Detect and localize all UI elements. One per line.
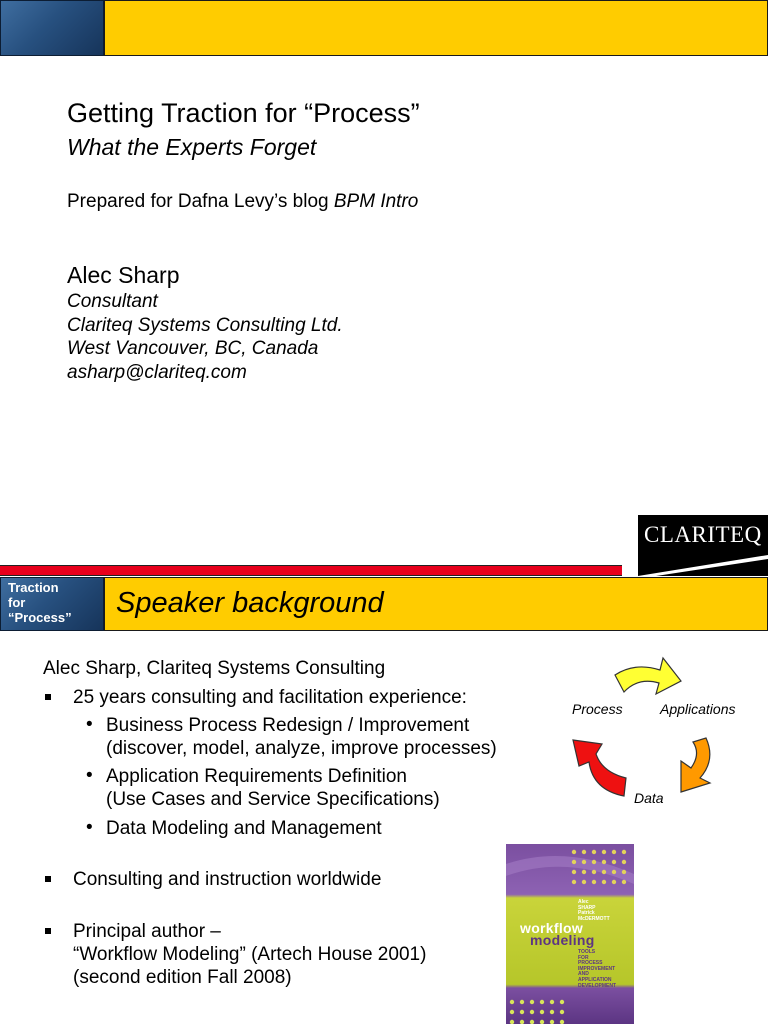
bullet-experience: 25 years consulting and facilitation experience: <box>73 687 467 708</box>
book-subtitle-line: TOOLS <box>578 949 596 955</box>
sub-bullet-bpr <box>106 714 497 760</box>
tab-line-1: Traction <box>8 580 59 595</box>
prepared-prefix: Prepared for Dafna Levy’s blog <box>67 191 334 212</box>
bullet-square <box>45 694 51 700</box>
sub-bullet-dot: • <box>86 765 93 786</box>
yellow-arrow-icon <box>615 658 681 694</box>
book-subtitle-line: AND <box>578 971 589 978</box>
author-email[interactable]: asharp@clariteq.com <box>67 361 247 383</box>
book-subtitle-line: PROCESS <box>578 960 603 967</box>
bullet-author-line3: (second edition Fall 2008) <box>73 967 292 988</box>
orange-arrow-icon <box>681 738 710 792</box>
tab-line-2: for <box>8 595 26 610</box>
prepared-for-line <box>67 191 418 213</box>
clariteq-logo <box>638 515 768 576</box>
sub-bullet-bpr-line1: Business Process Redesign / Improvement <box>106 715 470 736</box>
slide-subtitle: What the Experts Forget <box>67 134 317 160</box>
book-title-top: workflow <box>520 920 584 936</box>
process-cycle-diagram <box>560 650 768 810</box>
book-author-line: SHARP <box>578 904 596 911</box>
tab-line-3: “Process” <box>8 610 72 625</box>
book-subtitle-line: IMPROVEMENT <box>578 965 616 972</box>
intro-line: Alec Sharp, Clariteq Systems Consulting <box>43 658 386 679</box>
workflow-modeling-book-cover <box>506 844 634 1024</box>
sub-bullet-dot: • <box>86 817 93 838</box>
sub-bullet-dot: • <box>86 714 93 735</box>
bullet-author-line1: Principal author – <box>73 921 221 942</box>
slide-divider-red-bar <box>0 565 622 576</box>
author-name: Alec Sharp <box>67 262 180 288</box>
label-process: Process <box>572 701 623 717</box>
author-details <box>67 290 343 384</box>
book-author-line: Patrick <box>578 910 595 916</box>
blog-name: BPM Intro <box>333 191 419 212</box>
sub-bullet-requirements <box>106 765 440 811</box>
author-location: West Vancouver, BC, Canada <box>67 338 319 359</box>
sub-bullet-data-modeling: Data Modeling and Management <box>106 818 382 839</box>
book-subtitle <box>578 950 616 989</box>
book-author-line: McDERMOTT <box>578 915 610 922</box>
title-bar <box>104 577 768 631</box>
header-navy-block <box>0 0 104 56</box>
book-author-line: Alec <box>578 899 589 905</box>
bullet-square <box>45 928 51 934</box>
book-subtitle-line: APPLICATION <box>578 976 612 983</box>
red-arrow-icon <box>573 740 626 796</box>
book-title-bottom: modeling <box>530 932 595 948</box>
logo-swoosh-icon <box>638 515 768 576</box>
sub-bullet-req-line2: (Use Cases and Service Specifications) <box>106 789 440 810</box>
bullet-author <box>73 920 426 989</box>
label-applications: Applications <box>660 701 736 717</box>
book-subtitle-line: DEVELOPMENT <box>578 982 617 989</box>
bullet-square <box>45 876 51 882</box>
slide-title: Getting Traction for “Process” <box>67 98 420 128</box>
author-company: Clariteq Systems Consulting Ltd. <box>67 314 343 336</box>
section-tab <box>0 577 104 631</box>
author-role: Consultant <box>67 291 158 312</box>
logo-text: CLARITEQ <box>644 522 762 547</box>
bullet-author-line2: “Workflow Modeling” (Artech House 2001) <box>73 944 427 965</box>
slide2-title: Speaker background <box>116 587 384 619</box>
header-yellow-bar <box>104 0 768 56</box>
label-data: Data <box>634 790 664 806</box>
book-subtitle-line: FOR <box>578 954 589 961</box>
sub-bullet-bpr-line2: (discover, model, analyze, improve processes) <box>106 738 497 759</box>
book-authors <box>578 900 610 922</box>
bullet-worldwide: Consulting and instruction worldwide <box>73 869 382 890</box>
sub-bullet-req-line1: Application Requirements Definition <box>106 766 407 787</box>
